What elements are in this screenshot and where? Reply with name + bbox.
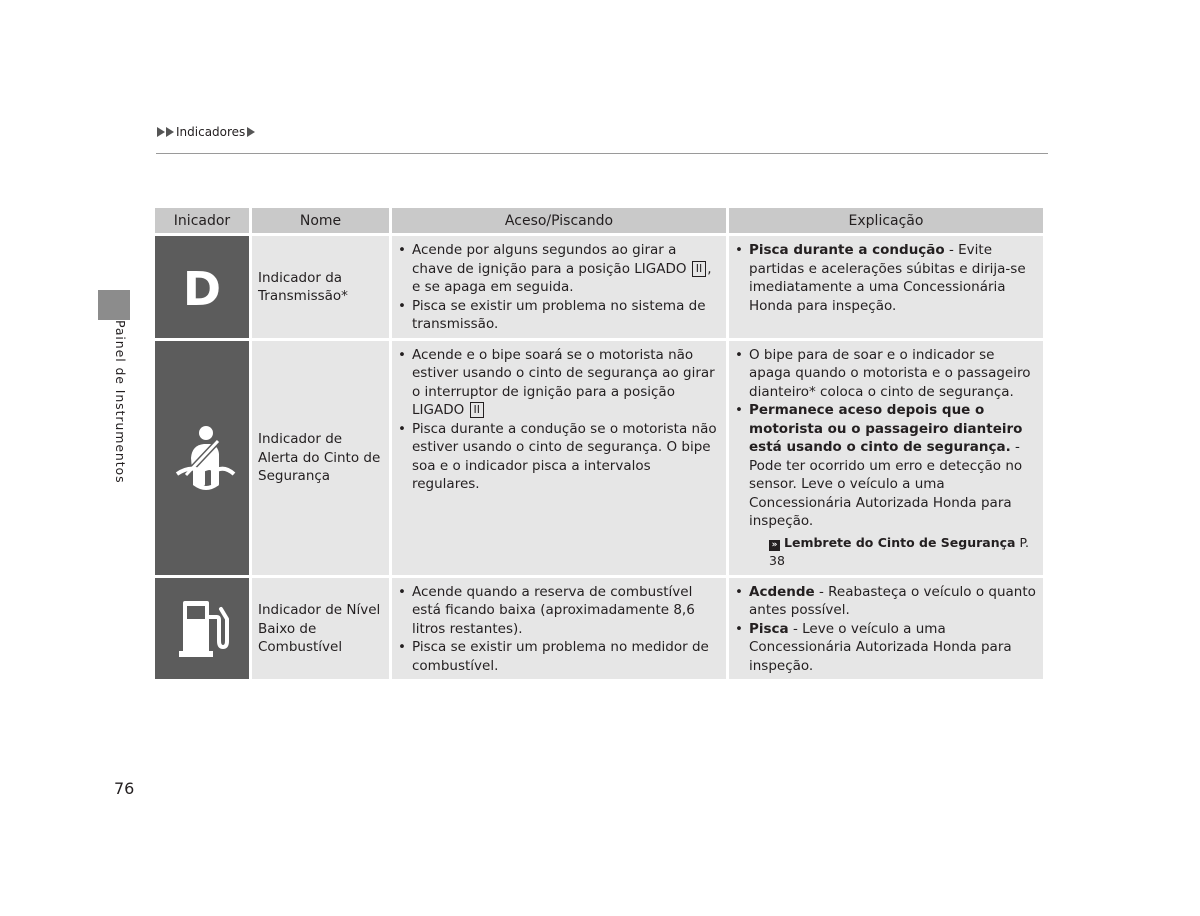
breadcrumb — [157, 125, 256, 139]
breadcrumb-arrow-icon — [166, 127, 174, 137]
indicator-icon-cell — [155, 578, 249, 680]
list-item: • Pisca se existir um problema no sistema de transmissão. — [398, 297, 720, 334]
table-row — [155, 578, 1043, 680]
list-item: • Acende por alguns segundos ao girar a chave de ignição para a posição LIGADO II , e se apaga em seguida. — [398, 241, 720, 297]
list-item: • Acende e o bipe soará se o motorista não estiver usando o cinto de segurança ao girar o interruptor de ignição para a posição LIGADO II — [398, 346, 720, 420]
table-row — [155, 236, 1043, 338]
seatbelt-icon — [155, 418, 249, 498]
column-header: Explicação — [729, 208, 1043, 233]
list-item: • Permanece aceso depois que o motorista ou o passageiro dianteiro está usando o cinto de segurança. - Pode ter ocorrido um erro e detecção no sensor. Leve o veículo a uma Concessionária Autorizada Honda para inspeção. — [735, 401, 1037, 531]
breadcrumb-link[interactable]: Indicadores — [176, 125, 246, 139]
list-item: • Pisca se existir um problema no medidor de combustível. — [398, 638, 720, 675]
list-item: • O bipe para de soar e o indicador se apaga quando o motorista e o passageiro dianteiro* coloca o cinto de segurança. — [735, 346, 1037, 402]
table-header-row — [155, 208, 1043, 233]
list-item: • Acdende - Reabasteça o veículo o quanto antes possível. — [735, 583, 1037, 620]
header-divider — [156, 153, 1048, 154]
reference-arrow-icon: » — [769, 540, 780, 551]
list-item: • Pisca durante a condução se o motorista não estiver usando o cinto de segurança. O bipe soa e o indicador pisca a intervalos regulares. — [398, 420, 720, 494]
aceso-cell — [392, 578, 726, 680]
page-number: 76 — [114, 779, 135, 798]
indicator-name: Indicador de Nível Baixo de Combustível — [252, 578, 389, 680]
indicator-name: Indicador da Transmissão* — [252, 236, 389, 338]
section-label: Painel de Instrumentos — [113, 320, 128, 484]
ignition-key-label: II — [692, 261, 707, 277]
aceso-cell — [392, 236, 726, 338]
column-header: Nome — [252, 208, 389, 233]
section-tab — [98, 290, 130, 320]
indicator-name: Indicador de Alerta do Cinto de Segurança — [252, 341, 389, 575]
transmission-d-icon — [155, 257, 249, 317]
indicator-table — [152, 205, 1046, 682]
aceso-cell — [392, 341, 726, 575]
cross-reference-link[interactable]: » Lembrete do Cinto de Segurança P. 38 — [769, 534, 1030, 568]
svg-text:D: D — [182, 261, 222, 316]
list-item: • Pisca durante a condução - Evite partidas e acelerações súbitas e dirija-se imediatamente a uma Concessionária Honda para inspeção. — [735, 241, 1037, 315]
explanation-cell — [729, 341, 1043, 575]
ignition-key-label: II — [470, 402, 485, 418]
list-item: • Pisca - Leve o veículo a uma Concessionária Autorizada Honda para inspeção. — [735, 620, 1037, 676]
table-row — [155, 341, 1043, 575]
fuel-pump-icon — [155, 593, 249, 663]
column-header: Inicador — [155, 208, 249, 233]
column-header: Aceso/Piscando — [392, 208, 726, 233]
indicator-icon-cell — [155, 341, 249, 575]
list-item: • Acende quando a reserva de combustível está ficando baixa (aproximadamente 8,6 litros restantes). — [398, 583, 720, 639]
indicator-icon-cell — [155, 236, 249, 338]
breadcrumb-arrow-icon — [247, 127, 255, 137]
explanation-cell — [729, 236, 1043, 338]
explanation-cell — [729, 578, 1043, 680]
breadcrumb-arrow-icon — [157, 127, 165, 137]
